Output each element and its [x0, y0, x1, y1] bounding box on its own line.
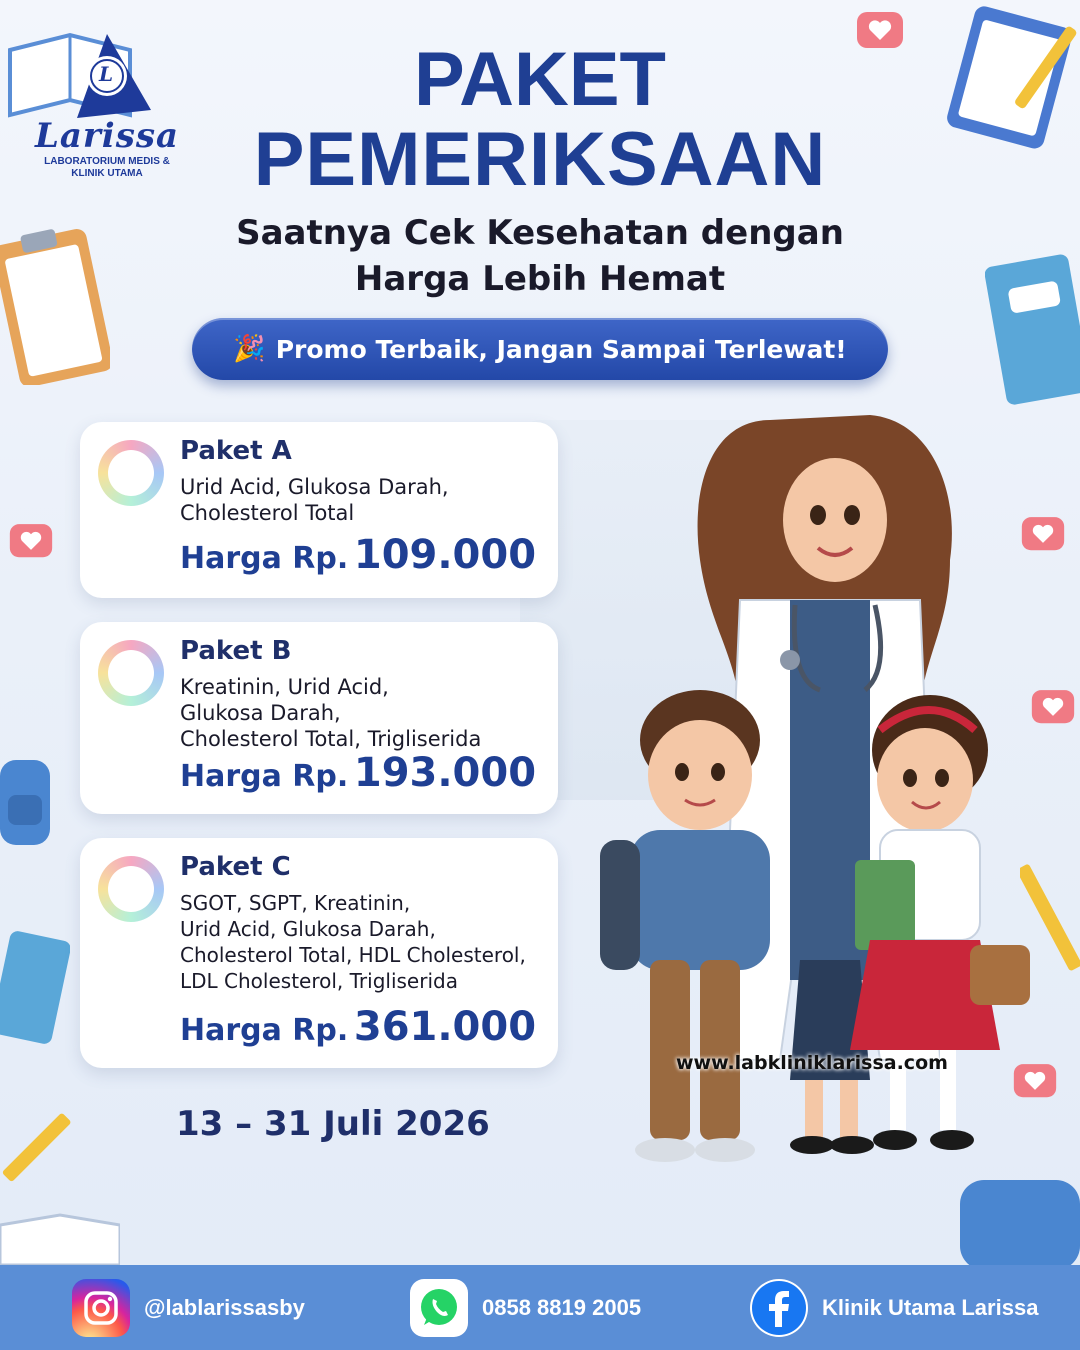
whatsapp-icon — [410, 1279, 468, 1337]
package-price — [180, 532, 536, 578]
promo-label: Promo Terbaik, Jangan Sampai Terlewat! — [275, 334, 847, 364]
package-name: Paket C — [180, 852, 291, 882]
party-popper-icon: 🎉 — [233, 334, 266, 364]
package-items — [180, 674, 555, 752]
pencil-icon — [0, 1110, 80, 1190]
subtitle-line2: Harga Lebih Hemat — [354, 259, 726, 299]
instagram-handle: @lablarissasby — [144, 1295, 305, 1320]
brand-subtitle-line1: LABORATORIUM MEDIS & — [44, 156, 170, 167]
page-title-line1: PAKET — [414, 37, 666, 122]
package-card-a — [80, 422, 558, 598]
package-item-line: Cholesterol Total — [180, 501, 355, 525]
backpack-icon — [0, 740, 55, 850]
price-value: 361.000 — [353, 1004, 537, 1050]
facebook-icon — [750, 1279, 808, 1337]
brand-subtitle-line2: KLINIK UTAMA — [71, 168, 143, 179]
heart-bubble-icon — [1030, 688, 1076, 730]
website-link[interactable]: www.labkliniklarissa.com — [676, 1052, 948, 1074]
package-item-line: Urid Acid, Glukosa Darah, — [180, 917, 436, 941]
package-price — [180, 1004, 536, 1050]
page-title-line2: PEMERIKSAAN — [253, 117, 827, 202]
package-item-line: SGOT, SGPT, Kreatinin, — [180, 891, 411, 915]
package-item-line: Cholesterol Total, HDL Cholesterol, — [180, 943, 526, 967]
price-label: Harga Rp. — [180, 759, 349, 794]
facebook-page: Klinik Utama Larissa — [822, 1295, 1039, 1320]
ring-icon — [98, 640, 164, 706]
whatsapp-number: 0858 8819 2005 — [482, 1295, 642, 1320]
ring-icon — [98, 856, 164, 922]
package-name: Paket B — [180, 636, 292, 666]
price-label: Harga Rp. — [180, 1013, 349, 1048]
price-value: 109.000 — [353, 532, 537, 578]
promo-date: 13 – 31 Juli 2026 — [176, 1104, 490, 1144]
package-item-line: LDL Cholesterol, Trigliserida — [180, 969, 458, 993]
price-label: Harga Rp. — [180, 541, 349, 576]
whatsapp-contact[interactable] — [410, 1279, 641, 1337]
package-item-line: Kreatinin, Urid Acid, — [180, 675, 389, 699]
book-icon — [0, 1210, 120, 1265]
subtitle-line1: Saatnya Cek Kesehatan dengan — [236, 213, 844, 253]
facebook-contact[interactable] — [750, 1279, 1038, 1337]
package-item-line: Glukosa Darah, — [180, 701, 341, 725]
instagram-icon — [72, 1279, 130, 1337]
logo-letter: L — [99, 62, 114, 86]
promo-banner — [192, 318, 888, 380]
package-items — [180, 474, 555, 526]
page-subtitle — [0, 210, 1080, 302]
package-card-c — [80, 838, 558, 1068]
package-name: Paket A — [180, 436, 292, 466]
notebook-icon — [0, 930, 70, 1050]
brand-name: Larissa — [34, 116, 180, 156]
package-card-b — [80, 622, 558, 814]
package-price — [180, 750, 536, 796]
package-item-line: Urid Acid, Glukosa Darah, — [180, 475, 449, 499]
package-item-line: Cholesterol Total, Trigliserida — [180, 727, 482, 751]
doctor-children-illustration — [590, 400, 1030, 1200]
instagram-contact[interactable] — [72, 1279, 305, 1337]
ring-icon — [98, 440, 164, 506]
heart-bubble-icon — [8, 522, 54, 564]
package-items — [180, 890, 558, 994]
price-value: 193.000 — [353, 750, 537, 796]
footer-bar — [0, 1265, 1080, 1350]
